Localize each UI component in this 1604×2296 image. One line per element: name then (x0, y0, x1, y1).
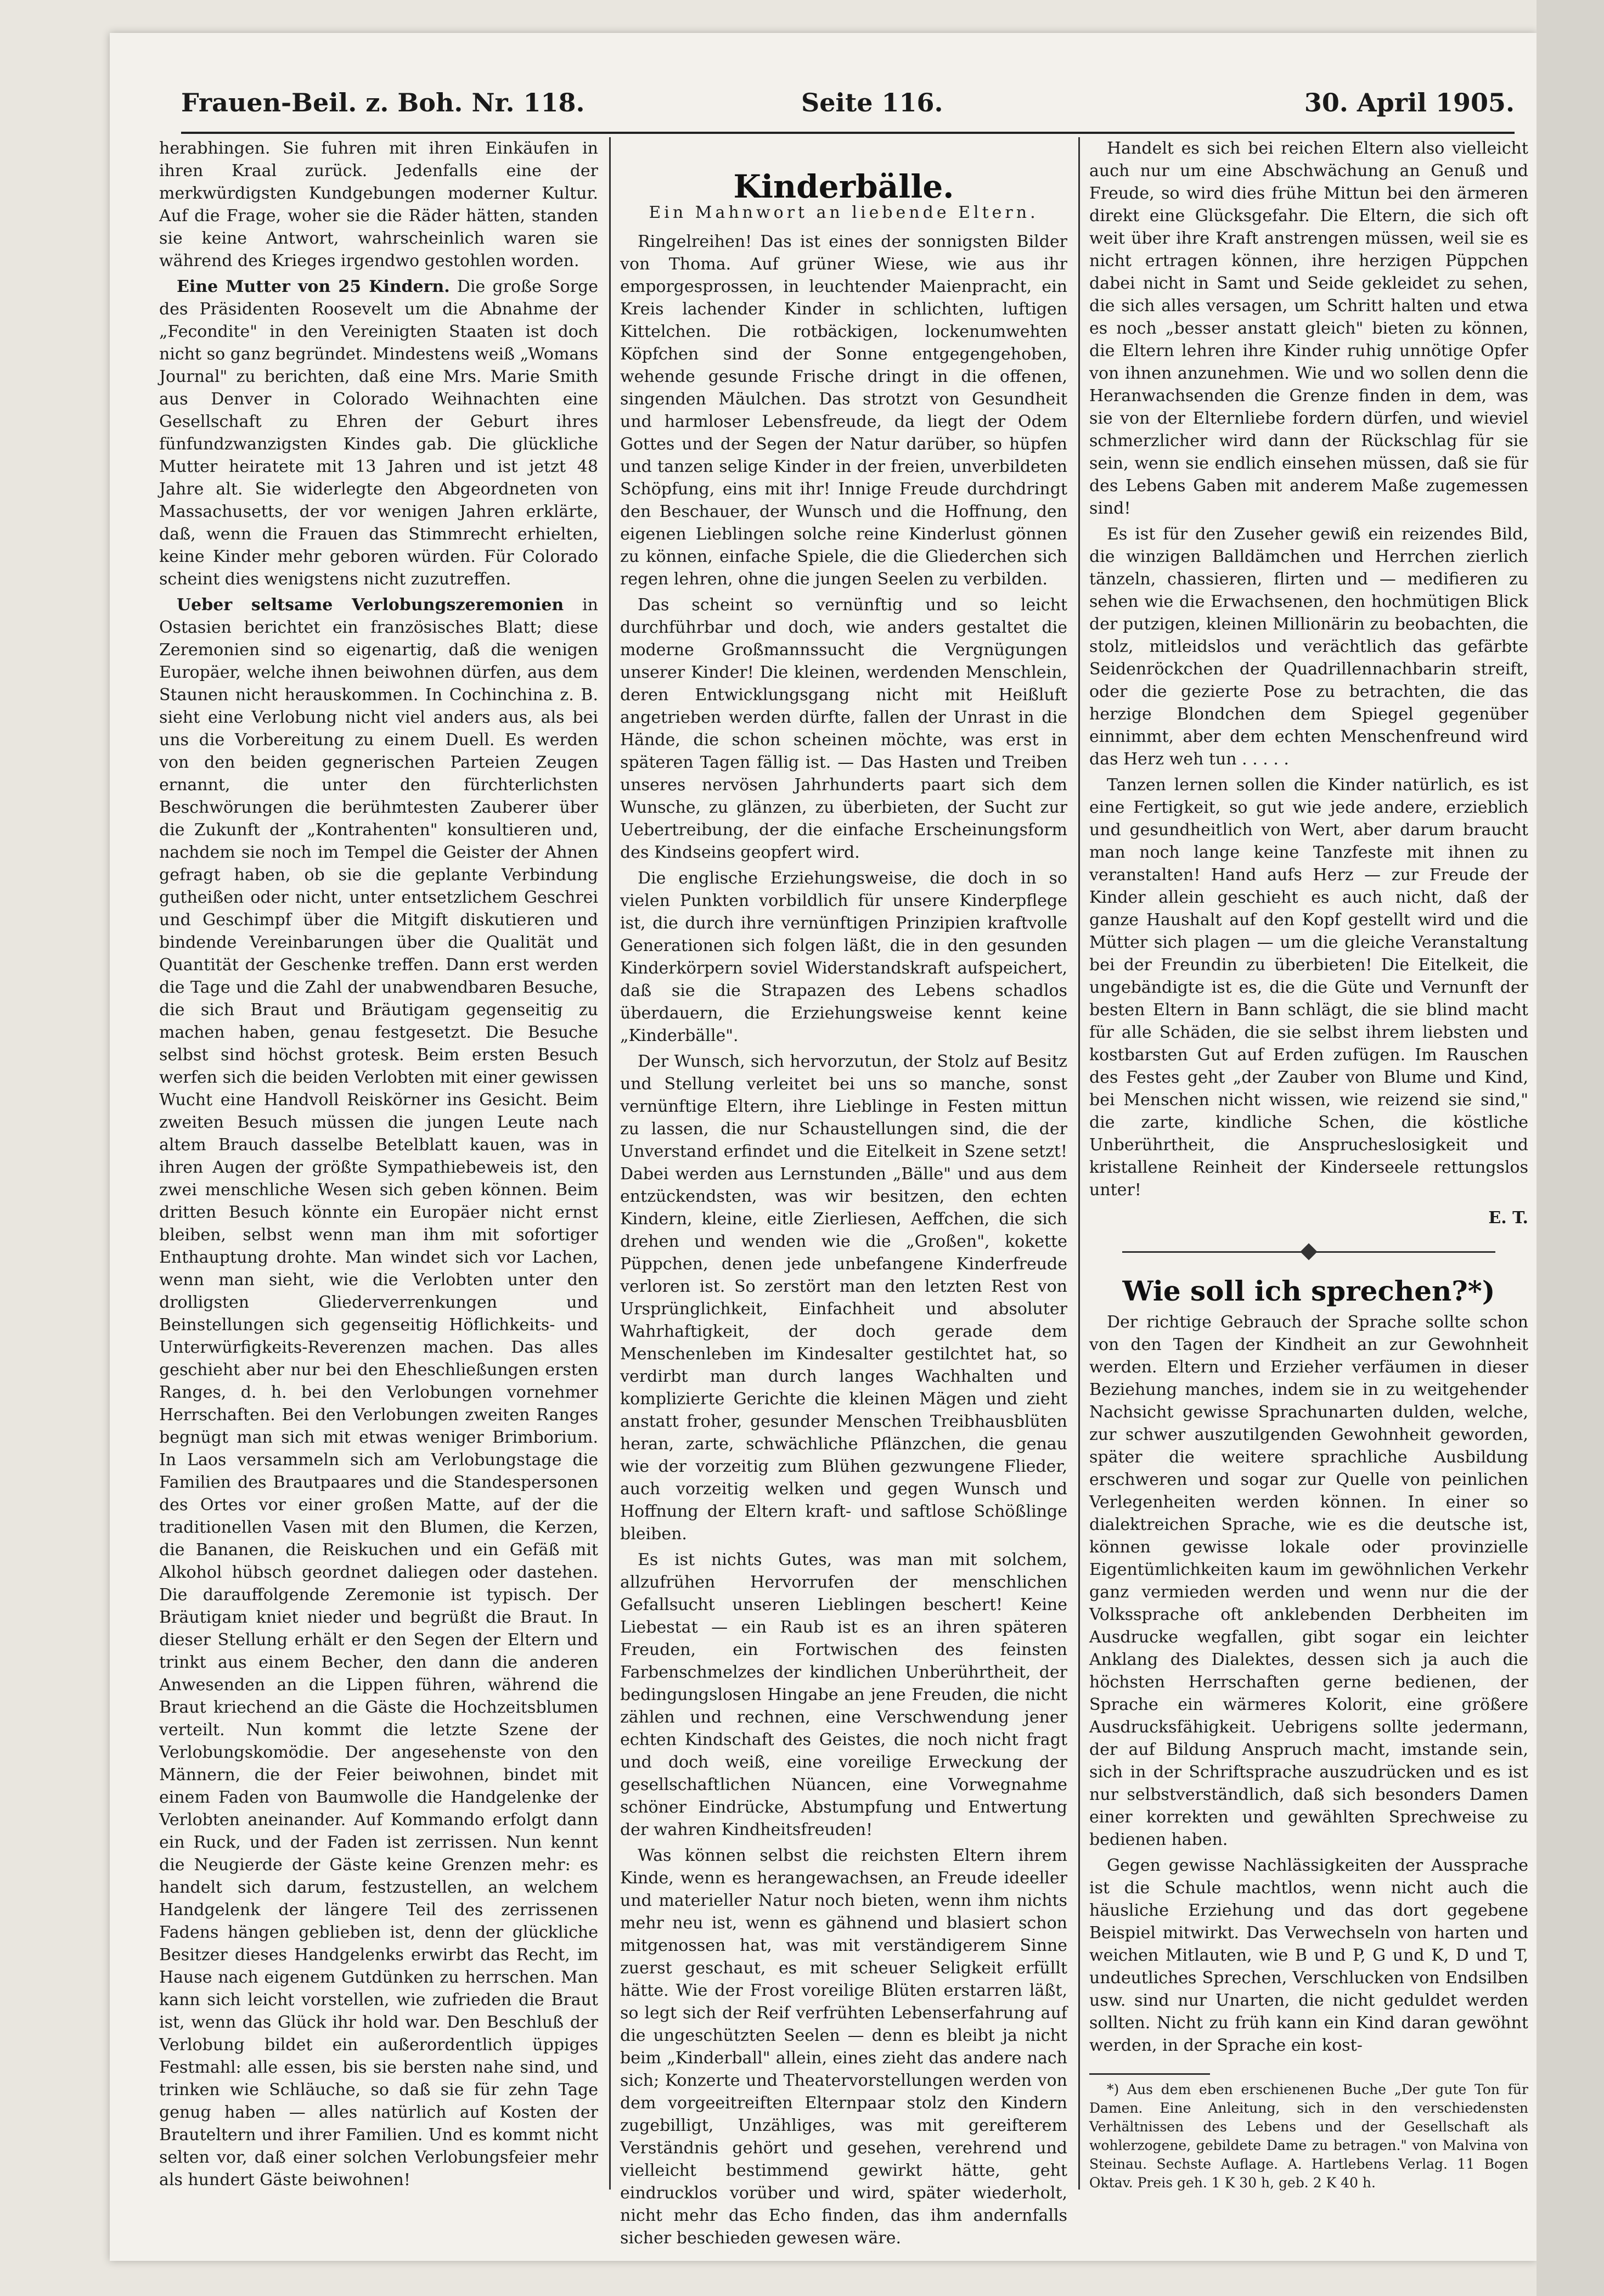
article-paragraph: Das scheint so vernünftig und so leicht durchführbar und doch, wie anders gestaltet die moderne Großmannssucht die Vergnügungen unserer Kinder! Die kleinen, werdenden Menschlein, deren Entwicklungsgang nicht mit Heißluft angetrieben werden dürfte, fallen der Unrast in die Hände, die schon scheinen möchte, was erst in späteren Tagen fällig ist. — Das Hasten und Treiben unseres nervösen Jahrhunderts paart sich dem Wunsche, zu glänzen, zu überbieten, der Sucht zur Uebertreibung, der die einfache Erscheinungsform des Kindseins geopfert wird. (620, 595, 1067, 862)
column-3 (1089, 137, 1528, 2190)
article-paragraph: herabhingen. Sie fuhren mit ihren Einkäufen in ihren Kraal zurück. Jedenfalls eine der merkwürdigsten Kundgebungen moderner Kultur. Auf die Frage, woher sie die Räder hätten, standen sie keine Antwort, wahrscheinlich waren sie während des Krieges irgendwo gestohlen worden. (159, 139, 598, 271)
footnote-rule (1089, 2073, 1210, 2075)
article-paragraph: Tanzen lernen sollen die Kinder natürlich, es ist eine Fertigkeit, so gut wie jede andere, erzieblich und gesundheitlich von Wert, aber darum braucht man noch lange keine Tanzfeste mit ihnen zu veranstalten! Hand aufs Herz — zur Freude der Kinder allein geschieht es auch nicht, daß der ganze Haushalt auf den Kopf gestellt wird und die Mütter sich plagen — um die gleiche Veranstaltung bei der Freundin zu überbieten! Die Eitelkeit, die ungebändigte ist es, die die Güte und Vernunft der besten Eltern in Bann schlägt, die sie blind macht für alle Schäden, die sie selbst ihrem liebsten und kostbarsten Gut auf Erden zufügen. Im Rauschen des Festes geht „der Zauber von Blume und Kind, bei Menschen nicht wissen, wie reizend sie sind," die zarte, kindliche Schen, die köstliche Unberührtheit, die Ansprucheslosigkeit und kristallene Reinheit der Kinderseele rettungslos unter! (1089, 775, 1528, 1200)
page-header (181, 82, 1515, 126)
article-paragraph: Der Wunsch, sich hervorzutun, der Stolz auf Besitz und Stellung verleitet bei uns so manche, sonst vernünftige Eltern, ihre Lieblinge in Festen mittun zu lassen, die nur Schaustellungen sind, die der Unverstand erfindet und die Eitelkeit in Szene setzt! Dabei werden aus Lernstunden „Bälle" und aus dem entzückendsten, was wir besitzen, den echten Kindern, kleine, eitle Zierliesen, Aeffchen, die sich drehen und wenden wie die „Großen", kokette Püppchen, denen jede unbefangene Kinderfreude verloren ist. So zerstört man den letzten Rest von Ursprünglichkeit, Einfachheit und absoluter Wahrhaftigkeit, der doch gerade dem Menschenleben im Kindesalter gestilchtet hat, so verdirbt man durch langes Wachhalten und komplizierte Gerichte die kleinen Mägen und zieht anstatt froher, gesunder Menschen Treibhausblüten heran, zarte, schwächliche Pflänzchen, die genau wie der vorzeitig zum Blühen gezwungene Flieder, auch vorzeitig welken und gegen Wunsch und Hoffnung der Eltern kraft- und saftlose Schößlinge bleiben. (620, 1052, 1067, 1544)
article-paragraph: Der richtige Gebrauch der Sprache sollte schon von den Tagen der Kindheit an zur Gewohnheit werden. Eltern und Erzieher verfäumen in dieser Beziehung manches, indem sie in zu weitgehender Nachsicht gewisse Sprachunarten dulden, welche, zur schwer auszutilgenden Gewohnheit geworden, später die weitere sprachliche Ausbildung erschweren und sogar zur Quelle von peinlichen Verlegenheiten werden können. In einer so dialektreichen Sprache, wie es die deutsche ist, können gewisse lokale oder provinzielle Eigentümlichkeiten kaum im gewöhnlichen Verkehr ganz vermieden werden und wenn nur die der Volkssprache oft anklebenden Derbheiten im Ausdrucke wegfallen, gibt sogar ein leichter Anklang des Dialektes, dessen sich ja auch die höchsten Herrschaften gerne bedienen, der Sprache ein wärmeres Kolorit, eine größere Ausdrucksfähigkeit. Uebrigens sollte jedermann, der auf Bildung Anspruch macht, imstande sein, sich in der Schriftsprache auszudrücken und es ist nur selbstverständlich, daß sich besonders Damen einer korrekten und gewählten Sprechweise zu bedienen haben. (1089, 1313, 1528, 1849)
column-divider (609, 137, 611, 2190)
article-text: Die große Sorge des Präsidenten Roosevelt um die Abnahme der „Fecondite" in den Vereinigten Staaten ist doch nicht so ganz begründet. Mindestens weiß „Womans Journal" zu berichten, daß eine Mrs. Marie Smith aus Denver in Colorado Weihnachten eine Gesellschaft zu Ehren der Geburt ihres fünfundzwanzigsten Kindes gab. Die glückliche Mutter heiratete mit 13 Jahren und ist jetzt 48 Jahre alt. Sie widerlegte den Abgeordneten von Massachusetts, der vor wenigen Jahren erklärte, daß, wenn die Frauen das Stimmrecht erhielten, keine Kinder mehr geboren würden. Für Colorado scheint dies wenigstens nicht zuzutreffen. (159, 277, 598, 589)
column-1 (159, 137, 598, 2190)
footnote: *) Aus dem eben erschienenen Buche „Der gute Ton für Damen. Eine Anleitung, sich in den verschiedensten Verhältnissen des Lebens und der Gesellschaft als wohlerzogene, gebildete Dame zu betragen." von Malvina von Steinau. Sechste Auflage. A. Hartlebens Verlag. 11 Bogen Oktav. Preis geh. 1 K 30 h, geb. 2 K 40 h. (1089, 2081, 1528, 2191)
article-signature: E. T. (1488, 1208, 1528, 1228)
article-title: Kinderbälle. (733, 168, 954, 205)
article-paragraph: Es ist für den Zuseher gewiß ein reizendes Bild, die winzigen Balldämchen und Herrchen zierlich tänzeln, chassieren, flirten und — medifieren zu sehen wie die Erwachsenen, den hochmütigen Blick der putzigen, kleinen Millionärin zu beobachten, die stolz, mitleidslos und verächtlich das gefärbte Seidenröckchen der Quadrillennachbarin streift, oder die gezierte Pose zu betrachten, die das herzige Blondchen dem Spiegel gegenüber einnimmt, aber dem echten Menschenfreund wird das Herz weh tun . . . . . (1089, 525, 1528, 769)
article-paragraph (159, 594, 598, 2191)
article-heading: Ueber seltsame Verlobungszeremonien (177, 595, 564, 615)
article-subtitle: Ein Mahnwort an liebende Eltern. (649, 203, 1039, 222)
article-paragraph: Gegen gewisse Nachlässigkeiten der Aussprache ist die Schule machtlos, wenn nicht auch die häusliche Erziehung und das dort gegebene Beispiel mitwirkt. Das Verwechseln von harten und weichen Mitlauten, wie B und P, G und K, D und T, undeutliches Sprechen, Verschlucken von Endsilben usw. sind nur Unarten, die nicht geduldet werden sollten. Nicht zu früh kann ein Kind daran gewöhnt werden, in der Sprache ein kost- (1089, 1856, 1528, 2055)
article-paragraph: Was können selbst die reichsten Eltern ihrem Kinde, wenn es herangewachsen, an Freude ideeller und materieller Natur noch bieten, wenn ihm nichts mehr neu ist, wenn es gähnend und blasiert schon mitgenossen hat, was mit verständigerem Sinne zuerst geschaut, es mit scheuer Seligkeit erfüllt hätte. Wie der Frost voreilige Blüten erstarren läßt, so legt sich der Reif verfrühten Lebenserfahrung auf die ungeschützten Seelen — denn es bleibt ja nicht beim „Kinderball" allein, eines zieht das andere nach sich; Konzerte und Theatervorstellungen werden von dem vorgeeitreiften Elternpaar stolz den Kindern zugebilligt, Unzähliges, was mit gereifterem Verständnis gehört und gesehen, verehrend und vielleicht bestimmend gewirkt hätte, geht eindrucklos vorüber und wird, später wiederholt, nicht mehr das Echo finden, das ihm andernfalls sicher beschieden gewesen wäre. (620, 1846, 1067, 2248)
scan-background (1537, 0, 1604, 2296)
article-paragraph: Handelt es sich bei reichen Eltern also vielleicht auch nur um eine Abschwächung an Genuß und Freude, so wird dies frühe Mittun bei den ärmeren direkt eine Glücksgefahr. Die Eltern, die sich oft weit über ihre Kraft anstrengen müssen, weil sie es nicht ertragen können, ihre herzigen Püppchen dabei nicht in Samt und Seide gekleidet zu sehen, die sich alles versagen, um Schritt halten und etwa es noch „besser anstatt gleich" bieten zu können, die Eltern lehren ihre Kinder ruhig unnötige Opfer von ihnen anzunehmen. Wie und wo sollen denn die Heranwachsenden die Grenze finden in dem, was sie von der Elternliebe fordern dürfen, und wieviel schmerzlicher wird dann der Rückschlag für sie sein, wenn sie endlich einsehen müssen, daß sie für des Lebens Gaben mit anderem Maße zugemessen sind! (1089, 139, 1528, 518)
article-paragraph: Die englische Erziehungsweise, die doch in so vielen Punkten vorbildlich für unsere Kinderpflege ist, die durch ihre vernünftigen Prinzipien kraftvolle Generationen sich folgen läßt, die in den gesunden Kinderkörpern soviel Widerstandskraft aufspeichert, daß sie die Strapazen des Lebens schadlos überdauern, die Erziehungsweise kennt keine „Kinderbälle". (620, 869, 1067, 1045)
header-publication: Frauen-Beil. z. Boh. Nr. 118. (181, 88, 585, 117)
column-2 (620, 137, 1067, 2248)
article-paragraph: Es ist nichts Gutes, was man mit solchem, allzufrühen Hervorrufen der menschlichen Gefallsucht unseren Lieblingen beschert! Keine Liebestat — ein Raub ist es an ihren späteren Freuden, ein Fortwischen des feinsten Farbenschmelzes der kindlichen Unberührtheit, der bedingungslosen Hingabe an jene Freuden, die nicht zählen und rechnen, eine Verschwendung jener echten Kindschaft des Geistes, die noch nicht fragt und doch weiß, eine voreilige Erweckung der gesellschaftlichen Nüancen, eine Vorwegnahme schöner Eindrücke, Abstumpfung und Entwertung der wahren Kindheitsfreuden! (620, 1550, 1067, 1839)
column-divider (1078, 137, 1080, 2190)
header-rule (181, 132, 1515, 134)
article-title: Wie soll ich sprechen?*) (1122, 1275, 1495, 1307)
article-text: in Ostasien berichtet ein französisches Blatt; diese Zeremonien sind so eigenartig, daß die wenigen Europäer, welche ihnen beiwohnen dürfen, aus dem Staunen nicht herauskommen. In Cochinchina z. B. sieht eine Verlobung nicht viel anders aus, als bei uns die Vorbereitung zu einem Duell. Es werden von den beiden gegnerischen Parteien Zeugen ernannt, die unter den fürchterlichsten Beschwörungen die berühmtesten Zauberer über die Zukunft der „Kontrahenten" konsultieren und, nachdem sie noch im Tempel die Geister der Ahnen gefragt haben, ob sie die geplante Verbindung gutheißen oder nicht, unter entsetzlichem Geschrei und Geschimpf über die Mitgift diskutieren und bindende Vereinbarungen über die Qualität und Quantität der Geschenke treffen. Dann erst werden die Tage und die Zahl der unabwendbaren Besuche, die sich Braut und Bräutigam gegenseitig zu machen haben, genau festgesetzt. Die Besuche selbst sind höchst grotesk. Beim ersten Besuch werfen sich die beiden Verlobten mit einer gewissen Wucht eine Handvoll Reiskörner ins Gesicht. Beim zweiten Besuch müssen die jungen Leute nach altem Brauch dasselbe Betelblatt kauen, was in ihren Augen der größte Sympathiebeweis ist, den zwei menschliche Wesen sich geben können. Beim dritten Besuch könnte ein Europäer nicht ernst bleiben, selbst wenn man ihm mit sofortiger Enthauptung drohte. Man windet sich vor Lachen, wenn man sieht, wie die Verlobten unter den drolligsten Gliederverrenkungen und Beinstellungen sich gegenseitig Höflichkeits- und Unterwürfigkeits-Reverenzen machen. Das alles geschieht aber nur bei den Eheschließungen ersten Ranges, d. h. bei den Verlobungen vornehmer Herrschaften. Bei den Verlobungen zweiten Ranges begnügt man sich mit etwas weniger Brimborium. In Laos versammeln sich am Verlobungstage die Familien des Brautpaares und die Standespersonen des Ortes vor einer großen Matte, auf der die traditionellen Vasen mit den Blumen, die Kerzen, die Bananen, die Reiskuchen und ein Gefäß mit Alkohol hübsch geordnet daliegen oder dastehen. Die darauffolgende Zeremonie ist typisch. Der Bräutigam kniet nieder und begrüßt die Braut. In dieser Stellung erhält er den Segen der Eltern und trinkt aus einem Becher, den dann die anderen Anwesenden an die Lippen führen, während die Braut kriechend an die Gäste die Hochzeitsblumen verteilt. Nun kommt die letzte Szene der Verlobungskomödie. Der angesehenste von den Männern, die der Feier beiwohnen, bindet mit einem Faden von Baumwolle die Handgelenke der Verlobten aneinander. Auf Kommando erfolgt dann ein Ruck, und der Faden ist zerrissen. Nun kennt die Neugierde der Gäste keine Grenzen mehr: es handelt sich darum, festzustellen, an welchem Handgelenk der längere Teil des zerrissenen Fadens hängen geblieben ist, denn der glückliche Besitzer dieses Handgelenks erwirbt das Recht, im Hause nach eigenem Gutdünken zu herrschen. Man kann sich leicht vorstellen, wie zufrieden die Braut ist, wenn das Glück ihr hold war. Den Beschluß der Verlobung bildet ein außerordentlich üppiges Festmahl: alle essen, bis sie bersten nahe sind, und trinken wie Schläuche, so daß sie für zehn Tage genug haben — alles natürlich auf Kosten der Brauteltern und ihrer Familien. Und es kommt nicht selten vor, daß einer solchen Verlobungsfeier mehr als hundert Gäste beiwohnen! (159, 595, 598, 2190)
article-paragraph (159, 275, 598, 590)
header-page-number: Seite 116. (801, 88, 943, 117)
header-date: 30. April 1905. (1304, 88, 1515, 117)
article-heading: Eine Mutter von 25 Kindern. (177, 277, 450, 296)
article-paragraph: Ringelreihen! Das ist eines der sonnigsten Bilder von Thoma. Auf grüner Wiese, wie aus ihr emporgesprossen, in leuchtender Maienpracht, ein Kreis lachender Kinder in schlichten, luftigen Kittelchen. Die rotbäckigen, lockenumwehten Köpfchen sind der Sonne entgegengehoben, wehende gesunde Frische dringt in die offenen, singenden Mäulchen. Das strotzt von Gesundheit und harmloser Lebensfreude, da liegt der Odem Gottes und der Segen der Natur darüber, so hüpfen und tanzen selige Kinder in der freien, unverbildeten Schöpfung, eins mit ihr! Innige Freude durchdringt den Beschauer, der Wunsch und die Hoffnung, den eigenen Lieblingen solche reine Kinderlust gönnen zu können, einfache Spiele, die die Gliederchen sich regen lehren, ohne die jungen Seelen zu verbilden. (620, 232, 1067, 589)
section-ornament (1089, 1241, 1528, 1263)
